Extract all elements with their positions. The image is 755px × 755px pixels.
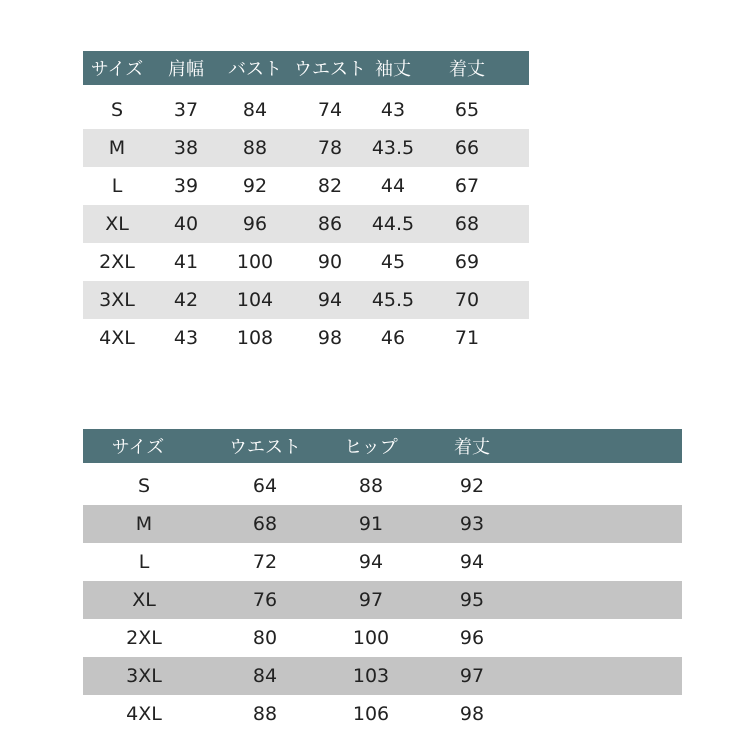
table-cell: 97	[459, 665, 485, 687]
header-shoulder: 肩幅	[168, 59, 204, 80]
table-cell: 84	[242, 99, 268, 121]
header-waist: ウエスト	[294, 59, 366, 80]
table-cell: 92	[459, 475, 485, 497]
table-row	[83, 243, 529, 281]
table-cell: 40	[173, 213, 199, 235]
table-cell: M	[135, 513, 153, 535]
table-cell: 44.5	[371, 213, 415, 235]
table-cell: 45.5	[371, 289, 415, 311]
table-row	[83, 167, 529, 205]
table-row	[83, 505, 682, 543]
table-cell: 46	[380, 327, 406, 349]
table-row	[83, 581, 682, 619]
header-bust: バスト	[228, 59, 282, 80]
table-cell: 88	[252, 703, 278, 725]
table-row	[83, 129, 529, 167]
table-cell: 70	[454, 289, 480, 311]
table-cell: 71	[454, 327, 480, 349]
table-cell: 97	[358, 589, 384, 611]
table-cell: 78	[317, 137, 343, 159]
table-cell: 103	[352, 665, 390, 687]
table-row	[83, 543, 682, 581]
table-cell: 66	[454, 137, 480, 159]
table-cell: 88	[242, 137, 268, 159]
table-cell: 92	[242, 175, 268, 197]
table-cell: 96	[459, 627, 485, 649]
table-cell: XL	[105, 213, 129, 235]
table-row	[83, 319, 529, 357]
table-cell: 91	[358, 513, 384, 535]
table-cell: 90	[317, 251, 343, 273]
table-cell: 80	[252, 627, 278, 649]
table-cell: M	[108, 137, 126, 159]
table-cell: 100	[236, 251, 274, 273]
top-table-header	[83, 51, 529, 85]
table-row	[83, 657, 682, 695]
table-cell: 45	[380, 251, 406, 273]
table-row	[83, 91, 529, 129]
table-row	[83, 695, 682, 733]
table-cell: L	[138, 551, 150, 573]
table-cell: 43.5	[371, 137, 415, 159]
table-cell: 100	[352, 627, 390, 649]
table-cell: 42	[173, 289, 199, 311]
table-cell: 69	[454, 251, 480, 273]
table-cell: 43	[173, 327, 199, 349]
header-waist: ウエスト	[229, 437, 301, 458]
table-cell: 84	[252, 665, 278, 687]
table-cell: 88	[358, 475, 384, 497]
header-hip: ヒップ	[344, 437, 398, 458]
table-cell: S	[137, 475, 151, 497]
table-cell: 86	[317, 213, 343, 235]
table-cell: 4XL	[99, 327, 135, 349]
table-cell: 39	[173, 175, 199, 197]
table-cell: 93	[459, 513, 485, 535]
bottom-size-table	[83, 429, 682, 734]
table-cell: 68	[252, 513, 278, 535]
table-cell: 2XL	[126, 627, 162, 649]
table-cell: 108	[236, 327, 274, 349]
table-row	[83, 467, 682, 505]
table-cell: 96	[242, 213, 268, 235]
header-size: サイズ	[90, 59, 144, 80]
table-cell: L	[111, 175, 123, 197]
table-cell: 4XL	[126, 703, 162, 725]
header-size: サイズ	[111, 437, 165, 458]
table-cell: 74	[317, 99, 343, 121]
table-cell: 65	[454, 99, 480, 121]
table-cell: 94	[459, 551, 485, 573]
table-cell: 104	[236, 289, 274, 311]
table-cell: 67	[454, 175, 480, 197]
table-row	[83, 281, 529, 319]
table-row	[83, 205, 529, 243]
table-row	[83, 619, 682, 657]
header-length: 着丈	[449, 59, 485, 80]
table-cell: 94	[358, 551, 384, 573]
bottom-table-header	[83, 429, 682, 463]
table-cell: 72	[252, 551, 278, 573]
table-cell: XL	[132, 589, 156, 611]
table-cell: S	[110, 99, 124, 121]
table-cell: 41	[173, 251, 199, 273]
table-cell: 82	[317, 175, 343, 197]
table-cell: 3XL	[99, 289, 135, 311]
table-cell: 106	[352, 703, 390, 725]
table-cell: 68	[454, 213, 480, 235]
table-cell: 98	[459, 703, 485, 725]
top-size-table	[83, 51, 529, 356]
table-cell: 95	[459, 589, 485, 611]
table-cell: 94	[317, 289, 343, 311]
table-cell: 76	[252, 589, 278, 611]
table-cell: 64	[252, 475, 278, 497]
table-cell: 3XL	[126, 665, 162, 687]
table-cell: 44	[380, 175, 406, 197]
header-length: 着丈	[454, 437, 490, 458]
table-cell: 38	[173, 137, 199, 159]
table-cell: 37	[173, 99, 199, 121]
header-sleeve: 袖丈	[375, 59, 411, 80]
table-cell: 2XL	[99, 251, 135, 273]
table-cell: 98	[317, 327, 343, 349]
table-cell: 43	[380, 99, 406, 121]
